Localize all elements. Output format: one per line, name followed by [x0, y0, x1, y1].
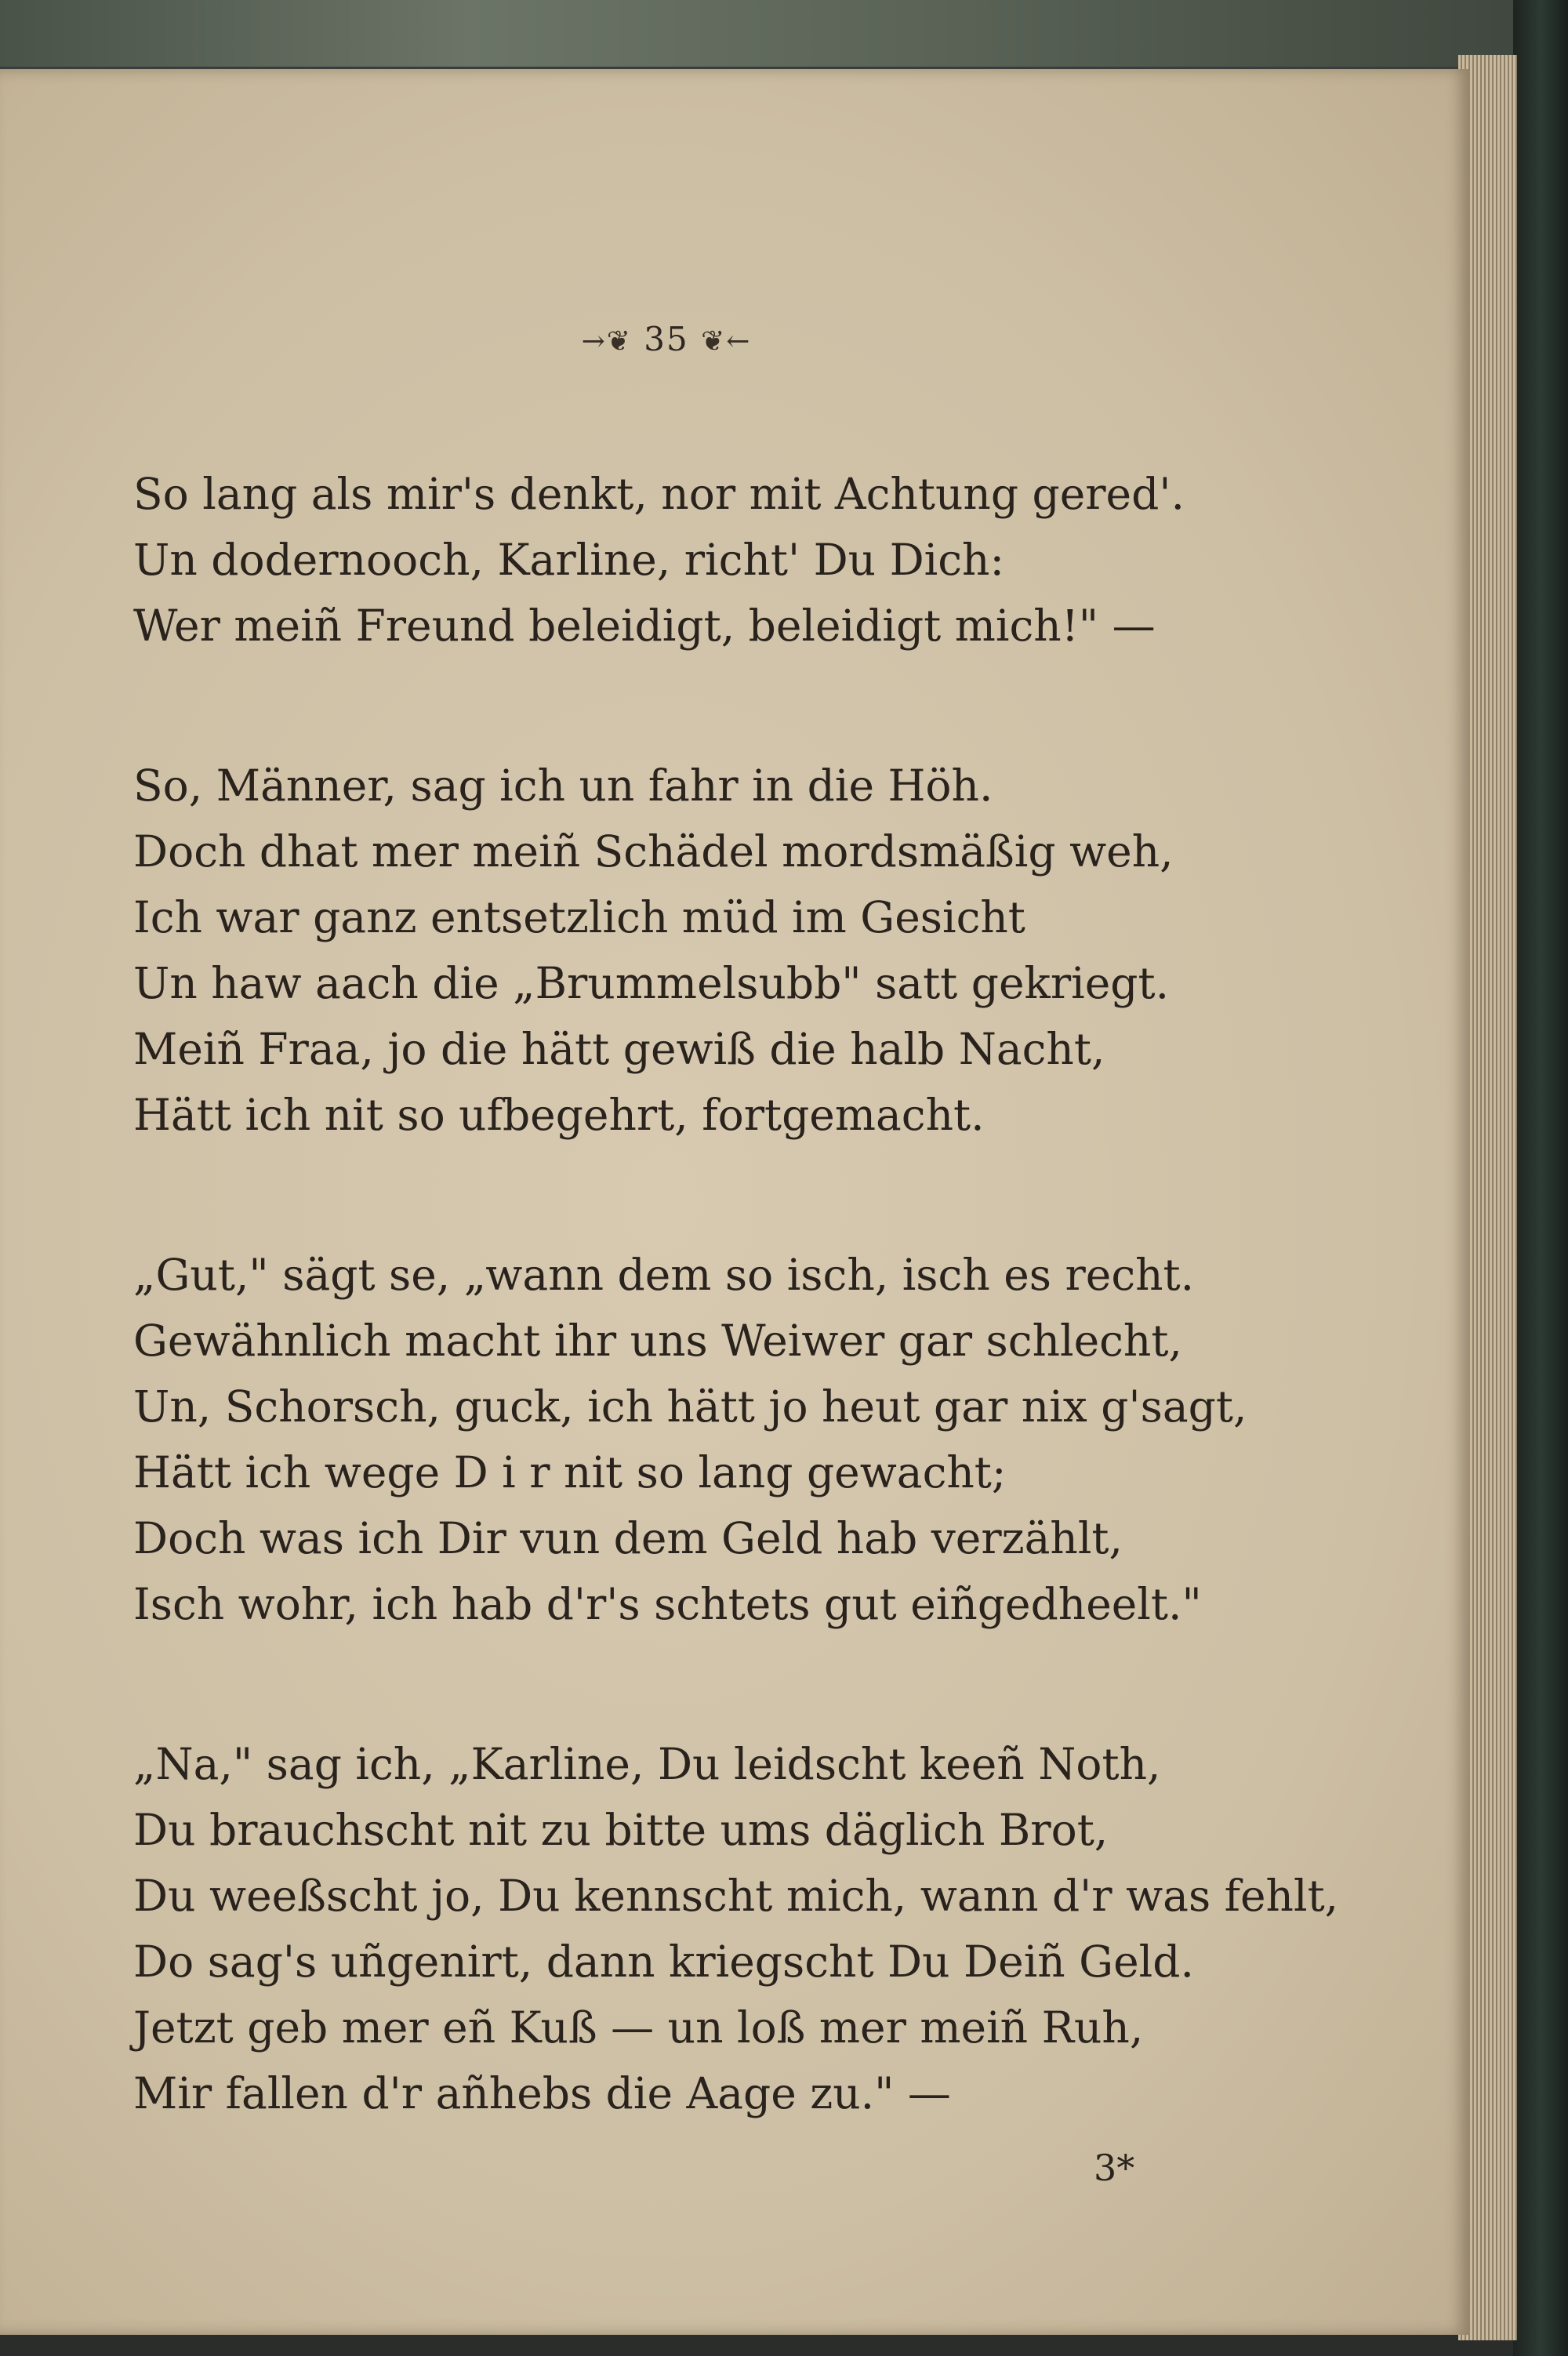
signature-mark: 3* [1094, 2147, 1135, 2189]
verse-line: Jetzt geb mer eñ Kuß — un loß mer meiñ Ruh, [133, 2002, 1144, 2053]
verse-line: Doch dhat mer meiñ Schädel mordsmäßig weh, [133, 826, 1174, 877]
stanza [133, 753, 1309, 1148]
poem-body [133, 461, 1339, 2220]
ornament-left-icon: →❦ [581, 325, 632, 358]
verse-line: „Gut," sägt se, „wann dem so isch, isch es recht. [133, 1250, 1195, 1300]
verse-line: Hätt ich wege D i r nit so lang gewacht; [133, 1447, 1007, 1497]
ornament-right-icon: ❦← [701, 325, 752, 358]
verse-line: Du brauchscht nit zu bitte ums däglich Brot, [133, 1805, 1109, 1855]
verse-line: Un, Schorsch, guck, ich hätt jo heut gar nix g'sagt, [133, 1381, 1247, 1432]
verse-line: „Na," sag ich, „Karline, Du leidscht keeñ Noth, [133, 1739, 1161, 1789]
verse-line: Do sag's uñgenirt, dann kriegscht Du Deiñ Geld. [133, 1937, 1194, 1987]
verse-line: Gewähnlich macht ihr uns Weiwer gar schlecht, [133, 1316, 1182, 1366]
verse-line: Du weeßscht jo, Du kennscht mich, wann d'r was fehlt, [133, 1871, 1339, 1921]
verse-line: Isch wohr, ich hab d'r's schtets gut eiñgedheelt." [133, 1579, 1202, 1629]
verse-line: So, Männer, sag ich un fahr in die Höh. [133, 761, 993, 811]
book-cover-right-edge [1513, 0, 1568, 2356]
verse-line: Ich war ganz entsetzlich müd im Gesicht [133, 892, 1025, 942]
stanza [133, 1731, 1339, 2126]
stanza [133, 1242, 1309, 1637]
verse-line: Un haw aach die „Brummelsubb" satt gekriegt. [133, 958, 1170, 1008]
verse-line: Hätt ich nit so ufbegehrt, fortgemacht. [133, 1090, 985, 1140]
verse-line: Mir fallen d'r añhebs die Aage zu." — [133, 2068, 951, 2118]
verse-line: So lang als mir's denkt, nor mit Achtung gered'. [133, 469, 1185, 519]
verse-line: Wer meiñ Freund beleidigt, beleidigt mich!" — [133, 601, 1156, 651]
verse-line: Doch was ich Dir vun dem Geld hab verzählt, [133, 1513, 1123, 1563]
verse-line: Un dodernooch, Karline, richt' Du Dich: [133, 535, 1005, 585]
verse-line: Meiñ Fraa, jo die hätt gewiß die halb Nacht, [133, 1024, 1105, 1074]
book-page [0, 69, 1470, 2335]
stanza [133, 461, 1309, 659]
page-number: 35 [644, 320, 689, 358]
book-cover-top-edge [0, 0, 1568, 67]
page-header [0, 320, 1333, 358]
